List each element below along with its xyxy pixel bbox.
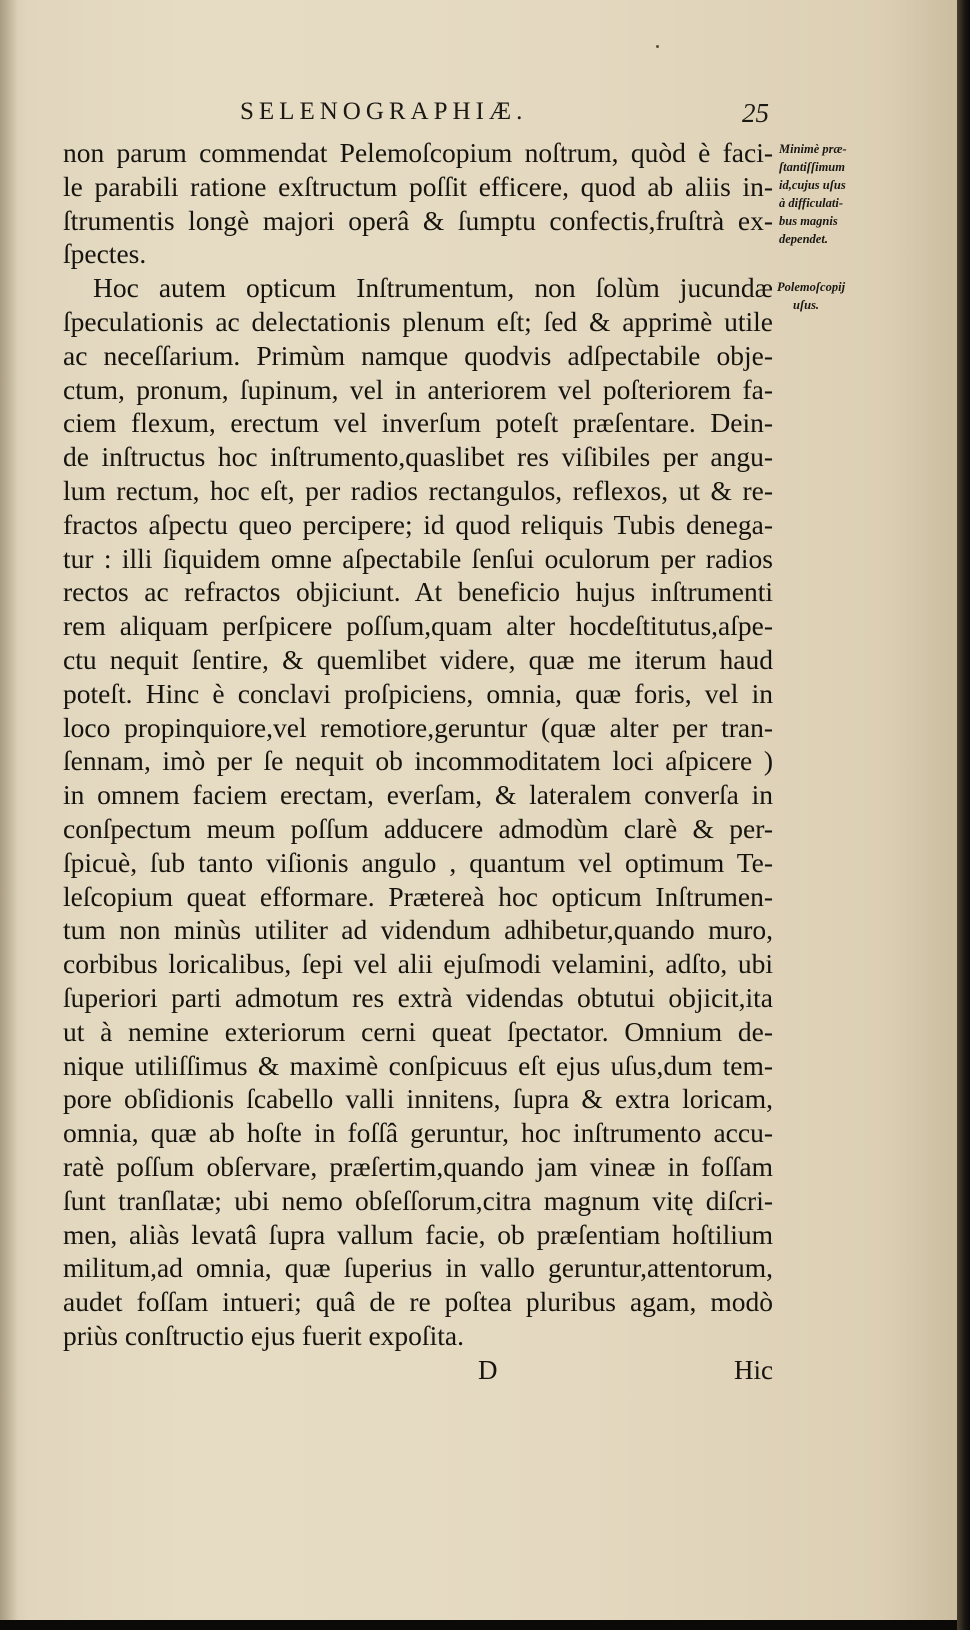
text-line: ctum, pronum, ſupinum, vel in anteriorem vel poſteriorem fa- — [63, 373, 773, 405]
text-line: tur : illi ſiquidem omne aſpectabile ſenſui oculorum per radios — [63, 542, 773, 574]
text-line: audet foſſam intueri; quâ de re poſtea pluribus agam, modò — [63, 1286, 773, 1318]
text-line: Hoc autem opticum Inſtrumentum, non ſolùm jucundæ — [93, 272, 773, 304]
text-line: lum rectum, hoc eſt, per radios rectangulos, reflexos, ut & re- — [63, 474, 773, 506]
text-line: ſpicuè, ſub tanto viſionis angulo , quantum vel optimum Te- — [63, 846, 773, 878]
catchword: Hic — [734, 1355, 773, 1385]
text-line: ſennam, imò per ſe nequit ob incommoditatem loci aſpicere ) — [63, 745, 773, 777]
text-line: le parabili ratione exſtructum poſſit efficere, quod ab aliis in- — [63, 170, 773, 202]
text-line: ratè poſſum obſervare, præſertim,quando jam vineæ in foſſam — [63, 1150, 773, 1182]
margin-note-line: ſtantiſſimum — [779, 160, 845, 174]
paragraph-2 — [63, 271, 773, 1353]
text-line: in omnem faciem erectam, everſam, & lateralem converſa in — [63, 779, 773, 811]
margin-note-1 — [779, 140, 847, 248]
margin-note-2 — [777, 278, 845, 314]
text-line: ſpectes. — [63, 238, 147, 270]
text-line: ſpeculationis ac delectationis plenum eſt; ſed & apprimè utile — [63, 305, 773, 337]
text-line: rem aliquam perſpicere poſſum,quam alter hocdeſtitutus,aſpe- — [63, 610, 773, 642]
running-head: SELENOGRAPHIÆ. — [240, 98, 528, 125]
paragraph-1 — [63, 136, 773, 271]
text-line: poteſt. Hinc è conclavi proſpiciens, omnia, quæ foris, vel in — [63, 677, 773, 709]
margin-note-line: dependet. — [779, 232, 828, 246]
text-line: nique utiliſſimus & maximè conſpicuus eſt ejus uſus,dum tem- — [63, 1049, 773, 1081]
book-edge — [957, 0, 970, 1630]
text-line: rectos ac refractos objiciunt. At beneficio hujus inſtrumenti — [63, 576, 773, 608]
body-text — [63, 136, 773, 1353]
text-line: ſuperiori parti admotum res extrà videndas obtutui objicit,ita — [63, 981, 773, 1013]
margin-note-line: Polemoſcopij — [777, 280, 846, 294]
text-line: leſcopium queat efformare. Prætereà hoc opticum Inſtrumen- — [63, 880, 773, 912]
text-line: ac neceſſarium. Primùm namque quodvis adſpectabile obje- — [63, 339, 773, 371]
text-line: de inſtructus hoc inſtrumento,quaslibet res viſibiles per angu- — [63, 441, 773, 473]
margin-note-line: Minimè præ- — [779, 142, 847, 156]
text-line: fractos aſpectu queo percipere; id quod reliquis Tubis denega- — [63, 508, 773, 540]
text-line: ſtrumentis longè majori operâ & ſumptu confectis,fruſtrà ex- — [63, 204, 773, 236]
margin-note-line: bus magnis — [779, 214, 838, 228]
paper-fleck — [656, 45, 659, 48]
text-line: corbibus loricalibus, ſepi vel alii ejuſmodi velamini, adſto, ubi — [63, 948, 773, 980]
text-line: non parum commendat Pelemoſcopium noſtrum, quòd è faci- — [63, 137, 773, 168]
text-line: ciem flexum, erectum vel inverſum poteſt præſentare. Dein- — [63, 407, 773, 439]
margin-note-line: id,cujus uſus — [779, 178, 846, 192]
page-number: 25 — [742, 98, 769, 128]
signature-mark: D — [478, 1355, 498, 1385]
text-line: militum,ad omnia, quæ ſuperius in vallo geruntur,attentorum, — [63, 1252, 773, 1284]
margin-note-line: à difficulati- — [779, 196, 844, 210]
text-line: ctu nequit ſentire, & quemlibet videre, quæ me iterum haud — [63, 643, 773, 675]
text-line: ſunt tranſlatæ; ubi nemo obſeſſorum,citra magnum vitę diſcri- — [63, 1184, 773, 1216]
text-line: pore obſidionis ſcabello valli innitens, ſupra & extra loricam, — [63, 1083, 773, 1115]
text-line: tum non minùs utiliter ad videndum adhibetur,quando muro, — [63, 914, 773, 946]
text-line: conſpectum meum poſſum adducere admodùm clarè & per- — [63, 812, 773, 844]
text-line: ut à nemine exteriorum cerni queat ſpectator. Omnium de- — [63, 1015, 773, 1047]
margin-note-line: uſus. — [793, 298, 820, 312]
text-line: omnia, quæ ab hoſte in foſſâ geruntur, hoc inſtrumento accu- — [63, 1117, 773, 1149]
text-line: priùs conſtructio ejus fuerit expoſita. — [63, 1319, 464, 1351]
text-line: men, aliàs levatâ ſupra vallum facie, ob præſentiam hoſtilium — [63, 1218, 773, 1250]
spine-shadow — [0, 0, 18, 1620]
text-line: loco propinquiore,vel remotiore,geruntur (quæ alter per tran- — [63, 711, 773, 743]
